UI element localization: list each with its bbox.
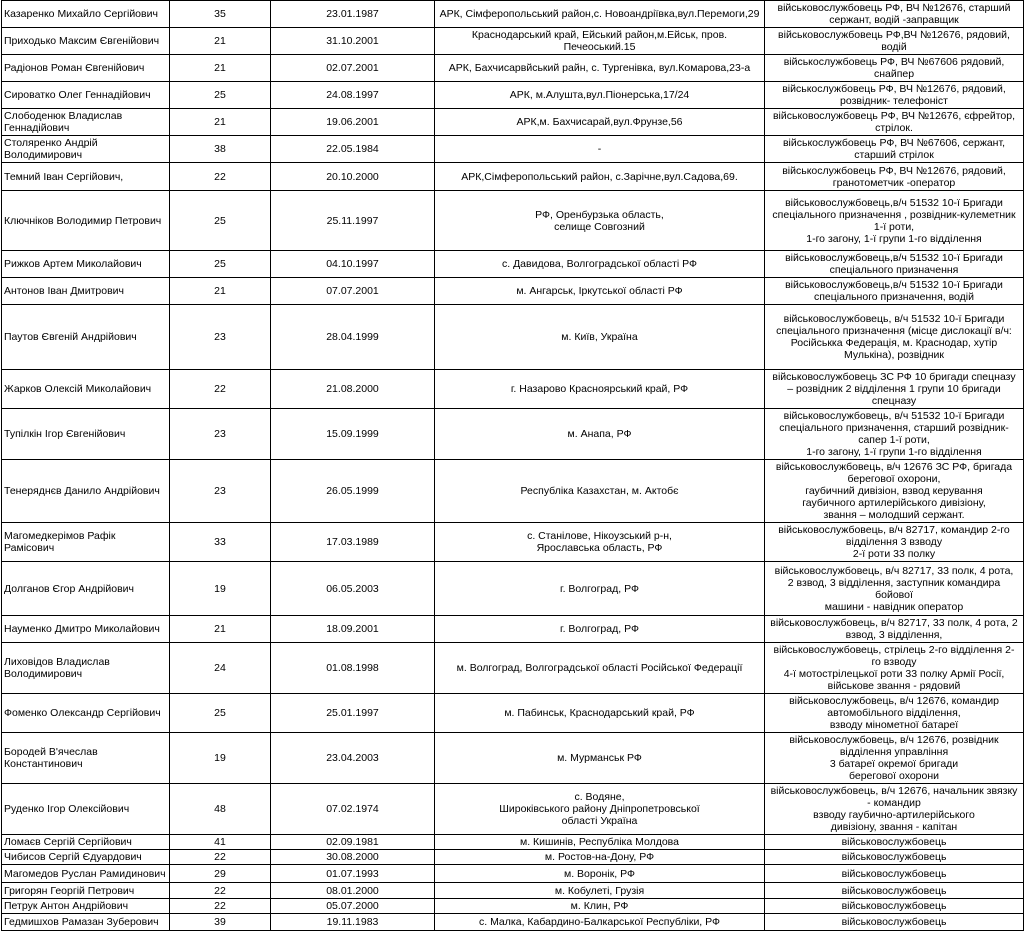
person-age: 24 (170, 643, 271, 694)
roster-table (1, 0, 1024, 931)
birth-date: 19.06.2001 (271, 109, 435, 136)
service-details: військовослужбовець ЗС РФ 10 бригади спецназу – розвідник 2 відділення 1 групи 10 бригади спецназу (765, 370, 1024, 409)
service-details: військовослужбовець, в/ч 12676, розвідник відділення управління 3 батареї окремої бригади берегової охорони (765, 733, 1024, 784)
person-name: Лиховідов Владислав Володимирович (2, 643, 170, 694)
person-age: 22 (170, 370, 271, 409)
person-name: Антонов Іван Дмитрович (2, 278, 170, 305)
service-details: військовослужбовець, стрілець 2-го відділення 2- го взводу 4-ї мотострілецької роти 33 полку Армії Росії, військове звання - рядовий (765, 643, 1024, 694)
birth-date: 07.02.1974 (271, 784, 435, 835)
person-name: Магомедкерімов Рафік Рамісович (2, 523, 170, 562)
home-address: м. Анапа, РФ (435, 409, 765, 460)
table-row (2, 865, 1024, 883)
birth-date: 17.03.1989 (271, 523, 435, 562)
table-row (2, 251, 1024, 278)
person-name: Руденко Ігор Олексійович (2, 784, 170, 835)
person-name: Ключніков Володимир Петрович (2, 191, 170, 251)
home-address: Краснодарський край, Ейський район,м.Ейськ, пров. Печеоський.15 (435, 28, 765, 55)
table-row (2, 616, 1024, 643)
table-row (2, 694, 1024, 733)
person-age: 33 (170, 523, 271, 562)
table-row (2, 370, 1024, 409)
table-row (2, 191, 1024, 251)
person-name: Ломаєв Сергій Сергійович (2, 835, 170, 850)
home-address: с. Давидова, Волгоградської області РФ (435, 251, 765, 278)
service-details: військовослужбовець (765, 899, 1024, 914)
table-row (2, 305, 1024, 370)
birth-date: 01.08.1998 (271, 643, 435, 694)
home-address: м. Мурманськ РФ (435, 733, 765, 784)
service-details: військовослужбовець,в/ч 51532 10-ї Бригади спеціального призначення , розвідник-кулеметник 1-ї роти, 1-го загону, 1-ї групи 1-го відділення (765, 191, 1024, 251)
home-address: с. Малка, Кабардино-Балкарської Республіки, РФ (435, 914, 765, 931)
service-details: військовослужбовець (765, 865, 1024, 883)
home-address: м. Клин, РФ (435, 899, 765, 914)
person-age: 23 (170, 409, 271, 460)
person-age: 23 (170, 460, 271, 523)
table-row (2, 460, 1024, 523)
person-name: Науменко Дмитро Миколайович (2, 616, 170, 643)
table-row (2, 109, 1024, 136)
person-name: Казаренко Михайло Сергійович (2, 1, 170, 28)
person-age: 41 (170, 835, 271, 850)
birth-date: 25.01.1997 (271, 694, 435, 733)
service-details: військовослужбовець, в/ч 51532 10-ї Бригади спеціального призначення (місце дислокації в/ч: Російськка Федерація, м. Краснодар, хутір Мулькіна), розвідник (765, 305, 1024, 370)
home-address: м. Ангарськ, Іркутської області РФ (435, 278, 765, 305)
birth-date: 25.11.1997 (271, 191, 435, 251)
service-details: військовослужбовець, в/ч 82717, командир 2-го відділення 3 взводу 2-ї роти 33 полку (765, 523, 1024, 562)
home-address: м. Кобулеті, Грузія (435, 883, 765, 899)
table-row (2, 55, 1024, 82)
person-age: 25 (170, 82, 271, 109)
birth-date: 02.07.2001 (271, 55, 435, 82)
service-details: військослужбовець РФ, ВЧ №67606 рядовий, снайпер (765, 55, 1024, 82)
person-name: Тупілкін Ігор Євгенійович (2, 409, 170, 460)
person-age: 25 (170, 191, 271, 251)
table-row (2, 562, 1024, 616)
home-address: г. Волгоград, РФ (435, 616, 765, 643)
service-details: військовослужбовець, в/ч 82717, 33 полк, 4 рота, 2 взвод, 3 відділення, заступник командира бойової машини - навідник оператор (765, 562, 1024, 616)
table-row (2, 163, 1024, 191)
person-age: 22 (170, 163, 271, 191)
service-details: військовослужбовець, в/ч 51532 10-ї Бригади спеціального призначення, старший розвідник- сапер 1-ї роти, 1-го загону, 1-ї групи 1-го відділення (765, 409, 1024, 460)
home-address: м. Кишинів, Республіка Молдова (435, 835, 765, 850)
person-name: Петрук Антон Андрійович (2, 899, 170, 914)
service-details: військовослужбовець,в/ч 51532 10-ї Бригади спеціального призначення, водій (765, 278, 1024, 305)
service-details: військослужбовець РФ, ВЧ №67606, сержант, старший стрілок (765, 136, 1024, 163)
birth-date: 18.09.2001 (271, 616, 435, 643)
service-details: військовослужбовець РФ, ВЧ №12676, старший сержант, водій -заправщик (765, 1, 1024, 28)
home-address: м. Пабинськ, Краснодарський край, РФ (435, 694, 765, 733)
person-age: 38 (170, 136, 271, 163)
person-age: 22 (170, 850, 271, 865)
person-age: 35 (170, 1, 271, 28)
home-address: м. Київ, Україна (435, 305, 765, 370)
person-age: 22 (170, 899, 271, 914)
birth-date: 28.04.1999 (271, 305, 435, 370)
birth-date: 08.01.2000 (271, 883, 435, 899)
home-address: г. Назарово Красноярський край, РФ (435, 370, 765, 409)
home-address: г. Волгоград, РФ (435, 562, 765, 616)
service-details: військовослужбовець (765, 914, 1024, 931)
birth-date: 15.09.1999 (271, 409, 435, 460)
home-address: АРК, м.Алушта,вул.Піонерська,17/24 (435, 82, 765, 109)
birth-date: 24.08.1997 (271, 82, 435, 109)
table-row (2, 1, 1024, 28)
service-details: військовослужбовець РФ,ВЧ №12676, рядовий, водій (765, 28, 1024, 55)
birth-date: 23.01.1987 (271, 1, 435, 28)
person-name: Магомедов Руслан Рамидинович (2, 865, 170, 883)
home-address: с. Водяне, Широківського району Дніпропетровської області Україна (435, 784, 765, 835)
service-details: військовослужбовець, в/ч 12676 ЗС РФ, бригада берегової охорони, гаубичний дивізіон, взвод керування гаубичного артилерійського дивізіону, звання – молодший сержант. (765, 460, 1024, 523)
person-name: Чибисов Сергій Єдуардович (2, 850, 170, 865)
home-address: м. Воронік, РФ (435, 865, 765, 883)
person-name: Долганов Єгор Андрійович (2, 562, 170, 616)
birth-date: 02.09.1981 (271, 835, 435, 850)
birth-date: 30.08.2000 (271, 850, 435, 865)
home-address: АРК,Сімферопольський район, с.Зарічне,вул.Садова,69. (435, 163, 765, 191)
person-age: 21 (170, 28, 271, 55)
birth-date: 21.08.2000 (271, 370, 435, 409)
person-age: 19 (170, 562, 271, 616)
home-address: Республіка Казахстан, м. Актобє (435, 460, 765, 523)
person-age: 21 (170, 278, 271, 305)
home-address: АРК, Сімферопольський район,с. Новоандріївка,вул.Перемоги,29 (435, 1, 765, 28)
birth-date: 05.07.2000 (271, 899, 435, 914)
person-name: Гедмишхов Рамазан Зуберович (2, 914, 170, 931)
person-name: Тенеряднєв Данило Андрійович (2, 460, 170, 523)
home-address: АРК,м. Бахчисарай,вул.Фрунзе,56 (435, 109, 765, 136)
person-age: 22 (170, 883, 271, 899)
person-age: 19 (170, 733, 271, 784)
person-age: 48 (170, 784, 271, 835)
service-details: військовослужбовець РФ, ВЧ №12676, єфрейтор, стрілок. (765, 109, 1024, 136)
person-age: 23 (170, 305, 271, 370)
birth-date: 23.04.2003 (271, 733, 435, 784)
person-name: Темний Іван Сергійович, (2, 163, 170, 191)
service-details: військовослужбовець, в/ч 12676, командир автомобільного відділення, взводу мінометної батареї (765, 694, 1024, 733)
birth-date: 31.10.2001 (271, 28, 435, 55)
person-name: Рижков Артем Миколайович (2, 251, 170, 278)
home-address: с. Станілове, Нікоузський р-н, Ярославська область, РФ (435, 523, 765, 562)
person-age: 21 (170, 616, 271, 643)
table-row (2, 835, 1024, 850)
service-details: військовослужбовець,в/ч 51532 10-ї Бригади спеціального призначення (765, 251, 1024, 278)
birth-date: 06.05.2003 (271, 562, 435, 616)
home-address: АРК, Бахчисарвйський райн, с. Тургенівка, вул.Комарова,23-а (435, 55, 765, 82)
birth-date: 04.10.1997 (271, 251, 435, 278)
table-row (2, 409, 1024, 460)
person-name: Жарков Олексій Миколайович (2, 370, 170, 409)
service-details: військовослужбовець (765, 850, 1024, 865)
birth-date: 22.05.1984 (271, 136, 435, 163)
table-row (2, 883, 1024, 899)
service-details: військовослужбовець, в/ч 82717, 33 полк, 4 рота, 2 взвод, 3 відділення, (765, 616, 1024, 643)
table-row (2, 523, 1024, 562)
table-row (2, 850, 1024, 865)
person-age: 29 (170, 865, 271, 883)
person-name: Столяренко Андрій Володимирович (2, 136, 170, 163)
home-address: м. Ростов-на-Дону, РФ (435, 850, 765, 865)
birth-date: 26.05.1999 (271, 460, 435, 523)
service-details: військовослужбовець (765, 883, 1024, 899)
person-name: Слободенюк Владислав Геннадійович (2, 109, 170, 136)
roster-body (2, 1, 1024, 931)
person-name: Григорян Георгій Петрович (2, 883, 170, 899)
table-row (2, 28, 1024, 55)
person-name: Фоменко Олександр Сергійович (2, 694, 170, 733)
birth-date: 01.07.1993 (271, 865, 435, 883)
birth-date: 20.10.2000 (271, 163, 435, 191)
person-name: Радіонов Роман Євгенійович (2, 55, 170, 82)
person-age: 25 (170, 694, 271, 733)
table-row (2, 643, 1024, 694)
table-row (2, 733, 1024, 784)
table-row (2, 278, 1024, 305)
service-details: військовослужбовець (765, 835, 1024, 850)
home-address: м. Волгоград, Волгоградської області Російської Федерації (435, 643, 765, 694)
person-age: 39 (170, 914, 271, 931)
table-row (2, 784, 1024, 835)
table-row (2, 136, 1024, 163)
table-row (2, 82, 1024, 109)
person-name: Паутов Євгеній Андрійович (2, 305, 170, 370)
person-age: 21 (170, 109, 271, 136)
service-details: військослужбовець РФ, ВЧ №12676, рядовий, розвідник- телефоніст (765, 82, 1024, 109)
table-row (2, 914, 1024, 931)
birth-date: 19.11.1983 (271, 914, 435, 931)
person-name: Бородей В'ячеслав Константинович (2, 733, 170, 784)
table-row (2, 899, 1024, 914)
home-address: РФ, Оренбурзька область, селище Совгозний (435, 191, 765, 251)
home-address: - (435, 136, 765, 163)
person-name: Приходько Максим Євгенійович (2, 28, 170, 55)
service-details: військовослужбовець, в/ч 12676, начальник звязку - командир взводу гаубично-артилерійського дивізіону, звання - капітан (765, 784, 1024, 835)
person-name: Сироватко Олег Геннадійович (2, 82, 170, 109)
birth-date: 07.07.2001 (271, 278, 435, 305)
person-age: 21 (170, 55, 271, 82)
person-age: 25 (170, 251, 271, 278)
service-details: військослужбовець РФ, ВЧ №12676, рядовий, гранотометчик -оператор (765, 163, 1024, 191)
